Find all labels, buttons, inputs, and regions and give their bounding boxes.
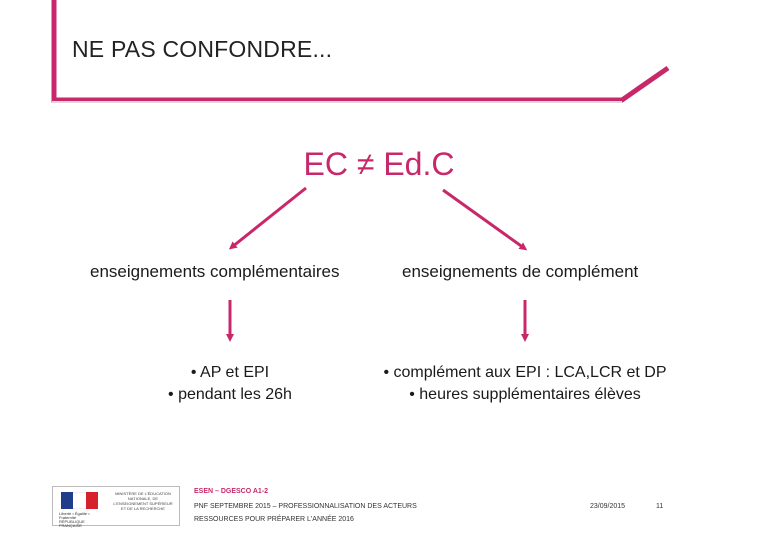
bullet-left-2: • pendant les 26h (168, 386, 292, 403)
footer-line-1: PNF SEPTEMBRE 2015 – PROFESSIONNALISATION DES ACTEURS (194, 503, 417, 510)
flag-caption: Liberté • Égalité • Fraternité RÉPUBLIQUE FRANÇAISE (59, 511, 90, 528)
french-flag-icon (61, 492, 98, 509)
formula-heading: EC ≠ Ed.C (303, 146, 455, 182)
bullets-left (130, 362, 330, 406)
page-number: 11 (656, 503, 664, 510)
bullets-right (370, 362, 680, 406)
arrow-right-diagonal (443, 190, 524, 248)
label-right: enseignements de complément (402, 262, 639, 281)
arrow-left-diagonal (232, 188, 306, 247)
bullet-right-1: • complément aux EPI : LCA,LCR et DP (383, 364, 667, 381)
footer-org: ESEN – DGESCO A1-2 (194, 488, 269, 495)
slide-title: NE PAS CONFONDRE... (72, 36, 333, 62)
footer-line-2: RESSOURCES POUR PRÉPARER L'ANNÉE 2016 (194, 516, 354, 523)
ministry-logo (52, 486, 180, 526)
bullet-left-1: • AP et EPI (190, 364, 270, 381)
label-left: enseignements complémentaires (90, 262, 340, 281)
footer-date: 23/09/2015 (590, 503, 626, 510)
ministry-name: MINISTÈRE DE L'ÉDUCATION NATIONALE, DE L'ENSEIGNEMENT SUPÉRIEUR ET DE LA RECHERCHE (113, 491, 173, 511)
bullet-right-2: • heures supplémentaires élèves (409, 386, 641, 403)
